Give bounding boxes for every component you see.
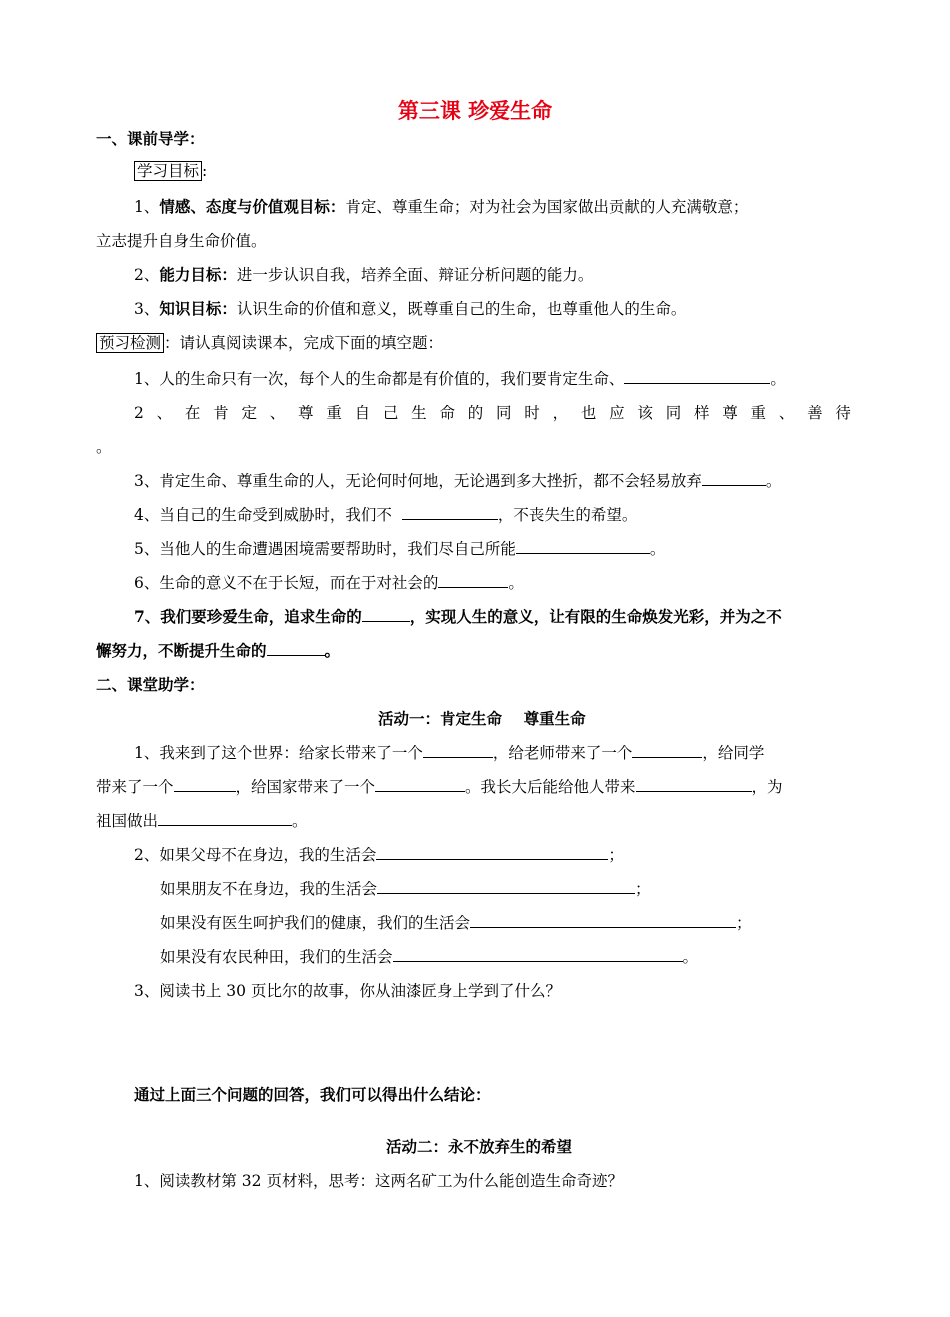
q6-blank[interactable] [438, 573, 508, 588]
a1-question-2-line4 [160, 946, 698, 968]
a1q1-blank-6[interactable] [158, 811, 292, 826]
preview-text: ：请认真阅读课本，完成下面的填空题： [164, 334, 444, 352]
question-2-end: 。 [96, 438, 112, 456]
a1q1-text-f: 。我长大后能给他人带来 [465, 778, 636, 796]
q2-char: 该 [637, 404, 653, 422]
a1q1-text-e: ，给国家带来了一个 [235, 778, 376, 796]
q3-text: 3、肯定生命、尊重生命的人，无论何时何地，无论遇到多大挫折，都不会轻易放弃 [134, 472, 702, 490]
a1q1-text-d: 带来了一个 [96, 778, 174, 796]
question-1 [134, 368, 786, 390]
q2-char: 同 [665, 404, 682, 422]
a1q2-period: 。 [682, 948, 699, 966]
q2-char: 待 [835, 404, 851, 422]
q1-period: 。 [770, 370, 786, 388]
a1q2-semicolon-1: ； [608, 846, 624, 864]
q4-text: 4、当自己的生命受到威胁时，我们不 [134, 506, 392, 524]
q5-period: 。 [649, 540, 666, 558]
a1q1-blank-2[interactable] [632, 743, 702, 758]
goal3-label: 知识目标： [159, 299, 237, 318]
a1-question-2-line1 [134, 844, 624, 866]
a1q1-blank-1[interactable] [423, 743, 493, 758]
preview-label: 预习检测 [96, 333, 164, 353]
q6-period: 。 [508, 574, 524, 592]
q2-char: 善 [807, 404, 823, 422]
a1q2-semicolon-2: ； [635, 880, 651, 898]
q2-char: 自 [354, 404, 371, 422]
a1q1-blank-3[interactable] [174, 777, 236, 792]
goal-1 [134, 196, 748, 218]
a1-question-1-cont2 [96, 810, 308, 832]
goal-2 [134, 264, 593, 286]
q2-char: 尊 [298, 404, 314, 422]
a1q1-text-c: ，给同学 [702, 744, 765, 762]
q2-char: 样 [693, 404, 710, 422]
goal1-num: 1、 [134, 198, 160, 216]
a1q1-text-b: ，给老师带来了一个 [492, 744, 633, 762]
q7-text-b: ，实现人生的意义，让有限的生命焕发光彩，并为之不 [409, 607, 782, 626]
preview-row [96, 332, 443, 354]
question-6 [134, 572, 524, 594]
q2-char: 的 [467, 404, 484, 422]
goal2-label: 能力目标： [159, 265, 237, 284]
a1-question-3: 3、阅读书上 30 页比尔的故事，你从油漆匠身上学到了什么？ [134, 982, 561, 1000]
a1q1-text-h: 祖国做出 [96, 812, 159, 830]
q7-blank-1[interactable] [362, 607, 410, 622]
goals-label: 学习目标 [134, 161, 202, 181]
a1q1-blank-4[interactable] [375, 777, 465, 792]
section1-heading: 一、课前导学： [96, 129, 205, 148]
goal1-label: 情感、态度与价值观目标： [159, 197, 346, 216]
goals-label-row [134, 160, 207, 182]
activity-1-title: 活动一：肯定生命 尊重生命 [378, 709, 586, 728]
q4-blank[interactable] [402, 505, 498, 520]
q2-char: 同 [496, 404, 512, 422]
q2-char: 在 [184, 404, 201, 422]
goal2-num: 2、 [134, 266, 160, 284]
a1q2-blank-4[interactable] [393, 947, 683, 962]
q2-char: ， [552, 404, 569, 422]
q5-text: 5、当他人的生命遭遇困境需要帮助时，我们尽自己所能 [134, 540, 516, 558]
q2-char: 、 [778, 404, 795, 422]
goal-1-cont: 立志提升自身生命价值。 [96, 232, 267, 250]
a1q2-blank-1[interactable] [376, 845, 608, 860]
q2-char: 也 [580, 404, 597, 422]
q2-char: 肯 [213, 404, 229, 422]
a1q2-text-4: 如果没有农民种田，我们的生活会 [160, 948, 393, 966]
a1-question-2-line3 [160, 912, 752, 934]
question-7-cont [96, 640, 340, 662]
goal3-text: 认识生命的价值和意义，既尊重自己的生命，也尊重他人的生命。 [236, 300, 687, 318]
q3-blank[interactable] [702, 471, 766, 486]
q2-char: 尊 [722, 404, 738, 422]
activity-2-title: 活动二：永不放弃生的希望 [386, 1137, 573, 1156]
goal3-num: 3、 [134, 300, 160, 318]
q2-char: 、 [269, 404, 286, 422]
question-3 [134, 470, 781, 492]
question-7 [134, 606, 782, 628]
q2-char: 2 [134, 404, 144, 422]
goals-colon: : [202, 162, 208, 180]
q2-char: 重 [326, 404, 342, 422]
a2-question-1: 1、阅读教材第 32 页材料，思考：这两名矿工为什么能创造生命奇迹？ [134, 1172, 623, 1190]
q2-char: 己 [382, 404, 399, 422]
a1q1-text-g: ，为 [751, 778, 783, 796]
a1q2-text-1: 2、如果父母不在身边，我的生活会 [134, 846, 377, 864]
a1q1-text-a: 1、我来到了这个世界：给家长带来了一个 [134, 744, 423, 762]
a1q2-text-2: 如果朋友不在身边，我的生活会 [160, 880, 378, 898]
q1-blank[interactable] [624, 369, 770, 384]
a1q2-blank-2[interactable] [377, 879, 635, 894]
goal2-text: 进一步认识自我，培养全面、辩证分析问题的能力。 [236, 266, 594, 284]
a1q2-text-3: 如果没有医生呵护我们的健康，我们的生活会 [160, 914, 471, 932]
goal1-text: 肯定、尊重生命；对为社会为国家做出贡献的人充满敬意； [345, 198, 749, 216]
question-5 [134, 538, 665, 560]
q7-period: 。 [324, 641, 341, 660]
question-4 [134, 504, 637, 526]
q2-char: 应 [609, 404, 625, 422]
a1q1-period: 。 [292, 812, 308, 830]
q2-char: 定 [241, 404, 257, 422]
q2-char: 生 [411, 404, 427, 422]
q6-text: 6、生命的意义不在于长短，而在于对社会的 [134, 574, 439, 592]
q2-char: 时 [524, 404, 540, 422]
q7-text-a: 7、我们要珍爱生命，追求生命的 [134, 607, 362, 626]
q2-char: 命 [439, 404, 455, 422]
a1-question-1-cont [96, 776, 783, 798]
q1-text: 1、人的生命只有一次，每个人的生命都是有价值的，我们要肯定生命、 [134, 370, 625, 388]
a1-question-2-line2 [160, 878, 651, 900]
a1q1-blank-5[interactable] [636, 777, 752, 792]
q7-text-c: 懈努力，不断提升生命的 [96, 641, 267, 660]
goal-3 [134, 298, 686, 320]
a1q2-semicolon-3: ； [736, 914, 752, 932]
a1q2-blank-3[interactable] [470, 913, 736, 928]
q4-end: ，不丧失生的希望。 [497, 506, 638, 524]
q7-blank-2[interactable] [267, 641, 325, 656]
q2-char: 、 [156, 404, 173, 422]
page-title: 第三课 珍爱生命 [397, 98, 553, 123]
question-2 [134, 402, 851, 424]
conclusion-prompt: 通过上面三个问题的回答，我们可以得出什么结论： [134, 1085, 491, 1104]
q3-period: 。 [765, 472, 782, 490]
section2-heading: 二、课堂助学： [96, 675, 205, 694]
q2-char: 重 [750, 404, 767, 422]
q5-blank[interactable] [516, 539, 650, 554]
a1-question-1 [134, 742, 764, 764]
